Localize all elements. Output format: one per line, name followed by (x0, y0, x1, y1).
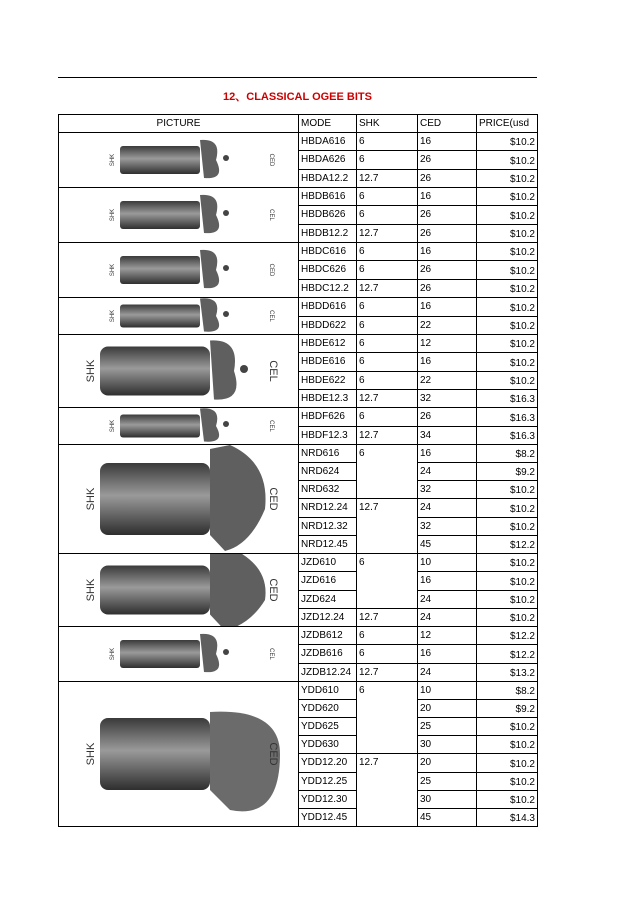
top-rule (58, 77, 537, 78)
ced-cell: 30 (418, 736, 477, 754)
shank-shape (100, 463, 210, 535)
shk-cell: 6 (357, 353, 418, 371)
ced-label: CED (267, 263, 274, 277)
header-row (59, 115, 538, 133)
price-cell: $10.2 (477, 316, 538, 335)
ced-label: CED (267, 153, 274, 167)
ced-cell: 25 (418, 718, 477, 736)
price-cell: $10.2 (477, 572, 538, 590)
ced-cell: 45 (418, 809, 477, 827)
ced-cell: 16 (418, 572, 477, 590)
cutter-head-shape (200, 195, 229, 233)
price-cell: $9.2 (477, 463, 538, 481)
router-bit-drawing (60, 445, 298, 553)
mode-cell: NRD12.45 (299, 536, 357, 554)
ced-cell: 24 (418, 663, 477, 681)
mode-cell: JZD624 (299, 590, 357, 608)
price-cell: $10.2 (477, 791, 538, 809)
ced-cell: 20 (418, 754, 477, 773)
router-bit-drawing (60, 298, 298, 334)
picture-cell (59, 445, 299, 554)
mode-cell: YDD12.45 (299, 809, 357, 827)
shank-shape (120, 201, 200, 229)
table-row (59, 243, 538, 261)
ced-cell: 34 (418, 426, 477, 445)
mode-cell: HBDC616 (299, 243, 357, 261)
price-cell: $9.2 (477, 700, 538, 718)
ced-cell: 26 (418, 151, 477, 169)
ced-cell: 24 (418, 590, 477, 608)
mode-cell: HBDF12.3 (299, 426, 357, 445)
shk-label: SHK (109, 647, 116, 661)
shk-cell: 6 (357, 554, 418, 609)
ced-cell: 26 (418, 408, 477, 427)
price-cell: $10.2 (477, 224, 538, 242)
ced-cell: 12 (418, 335, 477, 353)
price-cell: $12.2 (477, 536, 538, 554)
ced-cell: 32 (418, 389, 477, 407)
mode-cell: HBDC626 (299, 261, 357, 279)
header-picture: PICTURE (59, 115, 299, 133)
price-cell: $13.2 (477, 663, 538, 681)
price-cell: $10.2 (477, 754, 538, 773)
mode-cell: JZDB612 (299, 627, 357, 645)
ced-cell: 16 (418, 133, 477, 151)
ced-cell: 16 (418, 645, 477, 663)
router-bit-drawing (60, 554, 298, 626)
price-cell: $10.2 (477, 554, 538, 572)
shk-cell: 6 (357, 682, 418, 754)
shk-label: SHK (84, 359, 97, 383)
price-cell: $10.2 (477, 371, 538, 389)
mode-cell: NRD624 (299, 463, 357, 481)
router-bit-drawing (60, 133, 298, 187)
shk-label: SHK (109, 309, 116, 323)
table-row (59, 298, 538, 317)
shk-label: SHK (84, 742, 97, 766)
ced-cell: 16 (418, 188, 477, 206)
ced-label: CEL (267, 209, 274, 221)
router-bit-drawing (60, 408, 298, 444)
price-cell: $10.2 (477, 590, 538, 608)
ced-cell: 12 (418, 627, 477, 645)
shk-cell: 6 (357, 151, 418, 169)
router-bit-drawing (60, 243, 298, 297)
price-cell: $10.2 (477, 608, 538, 626)
ced-cell: 10 (418, 682, 477, 700)
shk-label: SHK (84, 578, 97, 602)
shank-shape (100, 347, 210, 396)
ced-cell: 24 (418, 499, 477, 518)
header-mode: MODE (299, 115, 357, 133)
table-row (59, 133, 538, 151)
price-cell: $8.2 (477, 682, 538, 700)
price-cell: $10.2 (477, 718, 538, 736)
mode-cell: HBDD622 (299, 316, 357, 335)
mode-cell: YDD12.30 (299, 791, 357, 809)
shk-cell: 12.7 (357, 663, 418, 681)
table-row (59, 408, 538, 427)
mode-cell: YDD630 (299, 736, 357, 754)
cutter-head-shape (210, 554, 266, 626)
cutter-head-shape (200, 140, 229, 178)
shk-cell: 12.7 (357, 389, 418, 407)
mode-cell: YDD12.25 (299, 773, 357, 791)
mode-cell: HBDA12.2 (299, 169, 357, 187)
table-row (59, 335, 538, 353)
ced-cell: 30 (418, 791, 477, 809)
router-bit-drawing (60, 335, 298, 407)
shank-shape (120, 640, 200, 668)
shk-label: SHK (109, 263, 116, 277)
table-row (59, 627, 538, 645)
picture-cell (59, 133, 299, 188)
shk-label: SHK (109, 153, 116, 167)
shk-label: SHK (109, 208, 116, 222)
ced-label: CED (266, 742, 279, 766)
ced-label: CEL (267, 420, 274, 432)
price-cell: $10.2 (477, 243, 538, 261)
mode-cell: HBDB616 (299, 188, 357, 206)
ced-cell: 26 (418, 169, 477, 187)
ced-cell: 26 (418, 206, 477, 224)
mode-cell: NRD632 (299, 481, 357, 499)
ced-cell: 10 (418, 554, 477, 572)
picture-cell (59, 627, 299, 682)
router-bit-drawing (60, 627, 298, 681)
ced-label: CED (266, 487, 279, 511)
price-cell: $16.3 (477, 426, 538, 445)
picture-cell (59, 188, 299, 243)
price-cell: $14.3 (477, 809, 538, 827)
picture-cell (59, 243, 299, 298)
cutter-head-shape (200, 408, 229, 441)
shank-shape (120, 256, 200, 284)
shk-cell: 12.7 (357, 608, 418, 626)
ced-cell: 24 (418, 463, 477, 481)
price-cell: $10.2 (477, 481, 538, 499)
ced-cell: 32 (418, 518, 477, 536)
mode-cell: HBDA616 (299, 133, 357, 151)
picture-cell (59, 335, 299, 408)
price-cell: $16.3 (477, 389, 538, 407)
price-cell: $10.2 (477, 133, 538, 151)
header-ced: CED (418, 115, 477, 133)
price-cell: $8.2 (477, 445, 538, 463)
shk-cell: 12.7 (357, 279, 418, 297)
mode-cell: HBDA626 (299, 151, 357, 169)
shank-shape (120, 304, 200, 327)
ced-cell: 24 (418, 608, 477, 626)
price-cell: $10.2 (477, 206, 538, 224)
ced-cell: 22 (418, 316, 477, 335)
ced-cell: 26 (418, 279, 477, 297)
shk-cell: 6 (357, 243, 418, 261)
price-cell: $10.2 (477, 335, 538, 353)
ced-cell: 45 (418, 536, 477, 554)
mode-cell: HBDE622 (299, 371, 357, 389)
mode-cell: JZD12.24 (299, 608, 357, 626)
ced-cell: 16 (418, 243, 477, 261)
shk-cell: 6 (357, 408, 418, 427)
shk-cell: 12.7 (357, 754, 418, 827)
mode-cell: YDD12.20 (299, 754, 357, 773)
ced-label: CEL (266, 360, 279, 382)
mode-cell: HBDE612 (299, 335, 357, 353)
ced-cell: 25 (418, 773, 477, 791)
price-cell: $10.2 (477, 736, 538, 754)
mode-cell: JZD610 (299, 554, 357, 572)
shk-label: SHK (109, 419, 116, 433)
price-cell: $10.2 (477, 151, 538, 169)
mode-cell: HBDB12.2 (299, 224, 357, 242)
shk-cell: 12.7 (357, 426, 418, 445)
ced-cell: 26 (418, 224, 477, 242)
mode-cell: NRD12.24 (299, 499, 357, 518)
ced-label: CEL (267, 310, 274, 322)
header-shk: SHK (357, 115, 418, 133)
cutter-head-shape (200, 250, 229, 288)
price-cell: $10.2 (477, 169, 538, 187)
picture-cell (59, 554, 299, 627)
mode-cell: HBDD616 (299, 298, 357, 317)
shk-cell: 6 (357, 261, 418, 279)
ced-cell: 22 (418, 371, 477, 389)
price-cell: $10.2 (477, 279, 538, 297)
cutter-head-shape (210, 445, 266, 551)
shk-cell: 6 (357, 445, 418, 499)
shk-cell: 6 (357, 335, 418, 353)
shank-shape (100, 718, 210, 790)
shk-cell: 6 (357, 371, 418, 389)
table-row (59, 188, 538, 206)
price-cell: $10.2 (477, 261, 538, 279)
ced-cell: 16 (418, 353, 477, 371)
shk-cell: 12.7 (357, 169, 418, 187)
picture-cell (59, 408, 299, 445)
price-cell: $10.2 (477, 353, 538, 371)
mode-cell: YDD610 (299, 682, 357, 700)
mode-cell: JZDB616 (299, 645, 357, 663)
price-cell: $10.2 (477, 499, 538, 518)
price-cell: $10.2 (477, 298, 538, 317)
price-table (58, 114, 538, 827)
router-bit-drawing (60, 188, 298, 242)
mode-cell: HBDE12.3 (299, 389, 357, 407)
mode-cell: HBDE616 (299, 353, 357, 371)
header-price: PRICE(usd (477, 115, 538, 133)
cutter-head-shape (210, 340, 248, 399)
shk-cell: 6 (357, 627, 418, 645)
ced-label: CEL (267, 648, 274, 660)
ced-cell: 32 (418, 481, 477, 499)
price-cell: $10.2 (477, 188, 538, 206)
ced-cell: 20 (418, 700, 477, 718)
ced-cell: 26 (418, 261, 477, 279)
shank-shape (100, 566, 210, 615)
shk-cell: 6 (357, 188, 418, 206)
mode-cell: HBDC12.2 (299, 279, 357, 297)
shk-cell: 12.7 (357, 499, 418, 554)
shk-label: SHK (84, 487, 97, 511)
price-cell: $10.2 (477, 518, 538, 536)
mode-cell: NRD12.32 (299, 518, 357, 536)
mode-cell: JZDB12.24 (299, 663, 357, 681)
router-bit-drawing (60, 682, 298, 826)
picture-cell (59, 298, 299, 335)
ced-label: CED (266, 578, 279, 602)
cutter-head-shape (200, 634, 229, 672)
ced-cell: 16 (418, 445, 477, 463)
mode-cell: JZD616 (299, 572, 357, 590)
shank-shape (120, 414, 200, 437)
ced-cell: 16 (418, 298, 477, 317)
price-cell: $12.2 (477, 645, 538, 663)
picture-cell (59, 682, 299, 827)
shk-cell: 6 (357, 206, 418, 224)
mode-cell: YDD625 (299, 718, 357, 736)
shk-cell: 6 (357, 645, 418, 663)
table-row (59, 445, 538, 463)
section-title: 12、CLASSICAL OGEE BITS (223, 91, 372, 103)
shank-shape (120, 146, 200, 174)
shk-cell: 6 (357, 133, 418, 151)
mode-cell: HBDB626 (299, 206, 357, 224)
shk-cell: 6 (357, 298, 418, 317)
mode-cell: YDD620 (299, 700, 357, 718)
shk-cell: 12.7 (357, 224, 418, 242)
table-row (59, 554, 538, 572)
price-cell: $12.2 (477, 627, 538, 645)
price-cell: $16.3 (477, 408, 538, 427)
cutter-head-shape (200, 298, 229, 331)
table-row (59, 682, 538, 700)
mode-cell: HBDF626 (299, 408, 357, 427)
price-cell: $10.2 (477, 773, 538, 791)
shk-cell: 6 (357, 316, 418, 335)
mode-cell: NRD616 (299, 445, 357, 463)
